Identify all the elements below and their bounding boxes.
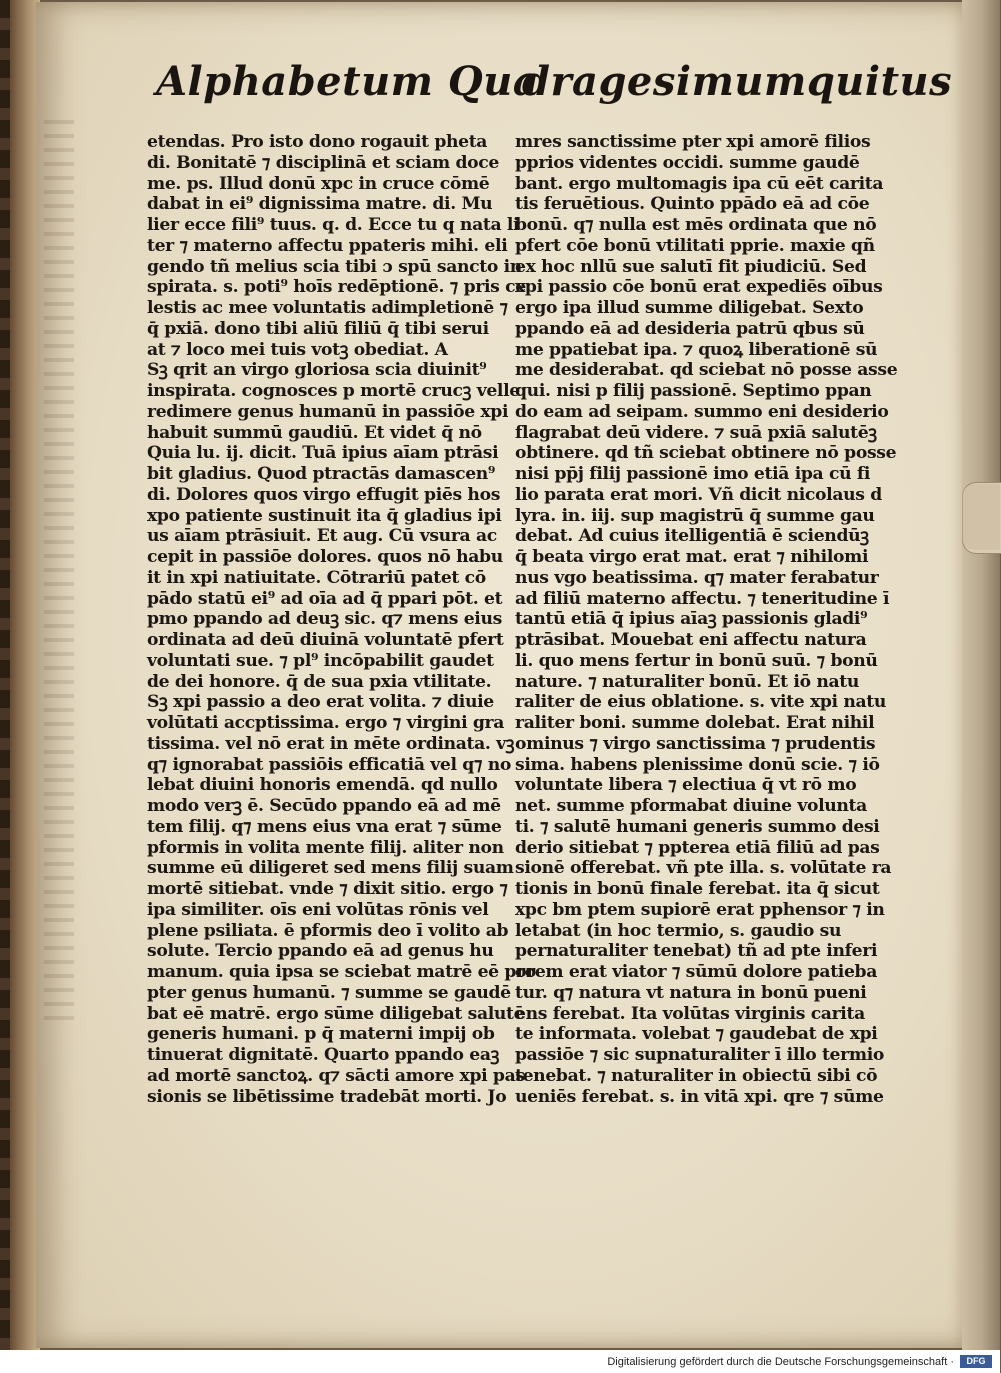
text-line: pformis in volita mente filij. aliter non bbox=[147, 837, 504, 858]
text-line: orem erat viator ⁊ sūmū dolore patieba bbox=[515, 962, 877, 982]
text-line: sionis se libētissime tradebāt morti. Jo bbox=[147, 1086, 507, 1107]
text-line: li. quo mens fertur in bonū suū. ⁊ bonū bbox=[515, 650, 878, 671]
page-fore-edge bbox=[962, 0, 1000, 1350]
text-line: tissima. vel nō erat in mēte ordinata. vꝫ bbox=[147, 733, 515, 754]
text-line: Sꝫ qrit an virgo gloriosa scia diuinit⁹ bbox=[147, 360, 487, 381]
text-line: voluntate libera ⁊ electiua q̄ vt rō mo bbox=[515, 775, 857, 796]
text-line: ergo ipa illud summe diligebat. Sexto bbox=[515, 298, 864, 318]
binding-edge bbox=[0, 0, 10, 1350]
text-line: sionē offerebat. vñ pte illa. s. volūtate ra bbox=[515, 858, 892, 879]
text-line: raliter de eius oblatione. s. vite xpi natu bbox=[515, 692, 887, 713]
text-line: derio sitiebat ⁊ ppterea etiā filiū ad pas bbox=[515, 837, 880, 858]
text-line: spirata. s. poti⁹ hoīs redēptionē. ⁊ pris ce bbox=[147, 277, 526, 298]
text-line: nus vgo beatissima. q⁊ mater ferabatur bbox=[515, 567, 879, 588]
text-line: ominus ⁊ virgo sanctissima ⁊ prudentis bbox=[515, 733, 876, 754]
text-line: it in xpi natiuitate. Cōtrariū patet cō bbox=[147, 567, 486, 588]
text-line: lio parata erat mori. Vñ dicit nicolaus d bbox=[515, 484, 882, 505]
text-line: ptrāsibat. Mouebat eni affectu natura bbox=[515, 630, 867, 650]
text-line: ppando eā ad desideria patrū qbus sū bbox=[515, 318, 865, 339]
text-line: q⁊ ignorabat passiōis efficatiā vel q⁊ no bbox=[147, 754, 512, 775]
text-line: lebat diuini honoris emendā. qd nullo bbox=[147, 775, 498, 796]
text-line: sima. habens plenissime donū scie. ⁊ iō bbox=[515, 754, 880, 775]
text-line: plene psiliata. ē pformis deo ī volito ab bbox=[147, 920, 509, 941]
text-line: ipa similiter. oīs eni volūtas rōnis vel bbox=[147, 899, 489, 920]
text-line: nature. ⁊ naturaliter bonū. Et iō natu bbox=[515, 671, 859, 692]
text-line: Sꝫ xpi passio a deo erat volita. ⁊ diuie bbox=[147, 692, 494, 713]
text-line: xpi passio cōe bonū erat expediēs oībus bbox=[515, 277, 883, 298]
text-line: pādo statū ei⁹ ad oīa ad q̄ ppari pōt. et bbox=[147, 588, 503, 609]
text-column-left bbox=[147, 132, 536, 1107]
text-line: bat eē matrē. ergo sūme diligebat salutē bbox=[147, 1003, 525, 1024]
text-line: di. Bonitatē ⁊ disciplinā et sciam doce bbox=[147, 152, 499, 173]
text-line: solute. Tercio ppando eā ad genus hu bbox=[147, 941, 494, 962]
text-line: pernaturaliter tenebat) tñ ad pte inferi bbox=[515, 941, 878, 962]
text-line: obtinere. qd tñ sciebat obtinere nō posse bbox=[515, 443, 897, 464]
text-line: habuit summū gaudiū. Et videt q̄ nō bbox=[147, 422, 482, 443]
text-line: tinuerat dignitatē. Quarto ppando eaꝫ bbox=[147, 1045, 500, 1065]
text-line: bit gladius. Quod ptractās damascen⁹ bbox=[147, 464, 496, 484]
text-line: nisi pp̄j filij passionē imo etiā ipa cū fi bbox=[515, 464, 871, 484]
footer-credit: Digitalisierung gefördert durch die Deutsche Forschungsgemeinschaft · bbox=[607, 1356, 954, 1368]
running-head-left: Alphabetum Qua bbox=[156, 58, 540, 105]
text-line: de dei honore. q̄ de sua pxia vtilitate. bbox=[147, 671, 492, 692]
text-line: generis humani. p q̄ materni impij ob bbox=[147, 1024, 495, 1045]
text-line: ueniēs ferebat. s. in vitā xpi. qre ⁊ sūme bbox=[515, 1086, 884, 1107]
text-line: ti. ⁊ salutē humani generis summo desi bbox=[515, 816, 880, 837]
text-line: q̄ beata virgo erat mat. erat ⁊ nihilomi bbox=[515, 547, 869, 567]
text-line: tem filij. q⁊ mens eius vna erat ⁊ sūme bbox=[147, 816, 502, 837]
text-line: tantū etiā q̄ ipius aīaꝫ passionis gladi⁹ bbox=[515, 609, 868, 630]
text-line: passiōe ⁊ sic supnaturaliter ī illo termio bbox=[515, 1045, 884, 1065]
text-line: gendo tñ melius scia tibi ɔ spū sancto in bbox=[147, 256, 522, 277]
text-line: summe eū diligeret sed mens filij suam bbox=[147, 858, 514, 879]
page-show-through bbox=[44, 120, 74, 1020]
text-line: dabat in ei⁹ dignissima matre. di. Mu bbox=[147, 194, 493, 215]
text-line: Quia lu. ij. dicit. Tuā ipius aīam ptrāsi bbox=[147, 443, 499, 464]
text-column-right bbox=[515, 132, 898, 1107]
text-line: debat. Ad cuius itelligentiā ē sciendūꝫ bbox=[515, 526, 869, 547]
text-line: raliter boni. summe dolebat. Erat nihil bbox=[515, 713, 875, 733]
text-line: pprios videntes occidi. summe gaudē bbox=[515, 152, 860, 173]
running-head-right: dragesimumquitus bbox=[522, 58, 953, 105]
text-line: pfert cōe bonū vtilitati pprie. maxie qñ bbox=[515, 235, 875, 256]
text-line: volūtati accptissima. ergo ⁊ virgini gra bbox=[147, 713, 505, 733]
text-line: mortē sitiebat. vnde ⁊ dixit sitio. ergo ⁊ bbox=[147, 879, 508, 899]
text-line: ad filiū materno affectu. ⁊ teneritudine ī bbox=[515, 588, 890, 609]
text-line: net. summe pformabat diuine volunta bbox=[515, 796, 867, 816]
text-line: manum. quia ipsa se sciebat matrē eē pro bbox=[147, 962, 536, 982]
text-line: us aīam ptrāsiuit. Et aug. Cū vsura ac bbox=[147, 526, 497, 547]
text-line: bant. ergo multomagis ipa cū eēt carita bbox=[515, 173, 884, 194]
text-line: tur. q⁊ natura vt natura in bonū pueni bbox=[515, 982, 867, 1003]
text-line: etendas. Pro isto dono rogauit pheta bbox=[147, 132, 488, 152]
text-line: ex hoc nllū sue salutī fit piudiciū. Sed bbox=[515, 256, 867, 277]
text-line: xpc bm ptem supiorē erat pphensor ⁊ in bbox=[515, 899, 885, 920]
page-clasp-shadow bbox=[962, 484, 1000, 550]
text-line: di. Dolores quos virgo effugit piēs hos bbox=[147, 484, 501, 505]
text-line: tenebat. ⁊ naturaliter in obiectū sibi cō bbox=[515, 1065, 878, 1086]
text-line: flagrabat deū videre. ⁊ suā pxiā salutēꝫ bbox=[515, 422, 877, 443]
text-line: letabat (in hoc termio, s. gaudio su bbox=[515, 920, 842, 941]
text-line: tionis in bonū finale ferebat. ita q̄ sicut bbox=[515, 879, 880, 899]
text-line: voluntati sue. ⁊ pl⁹ incōpabilit gaudet bbox=[147, 650, 494, 671]
text-line: ordinata ad deū diuinā voluntatē pfert bbox=[147, 630, 504, 650]
text-line: ad mortē sanctoꝝ. q⁊ sācti amore xpi pas bbox=[147, 1065, 525, 1086]
text-line: at ⁊ loco mei tuis votꝫ obediat. A bbox=[147, 339, 448, 360]
text-line: cepit in passiōe dolores. quos nō habu bbox=[147, 547, 503, 567]
text-line: ter ⁊ materno affectu ppateris mihi. eli bbox=[147, 235, 508, 256]
text-line: me ppatiebat ipa. ⁊ quoꝝ liberationē sū bbox=[515, 339, 878, 360]
text-line: modo verꝫ ē. Secūdo ppando eā ad mē bbox=[147, 796, 501, 816]
text-line: lestis ac mee voluntatis adimpletionē ⁊ bbox=[147, 298, 508, 318]
text-line: me desiderabat. qd sciebat nō posse asse bbox=[515, 360, 898, 381]
text-line: bonū. q⁊ nulla est mēs ordinata que nō bbox=[515, 215, 877, 235]
text-line: lier ecce fili⁹ tuus. q. d. Ecce tu q nata li bbox=[147, 215, 520, 235]
text-line: inspirata. cognosces p mortē crucꝫ velle bbox=[147, 381, 520, 401]
text-line: ens ferebat. Ita volūtas virginis carita bbox=[515, 1003, 865, 1024]
text-line: lyra. in. iij. sup magistrū q̄ summe gau bbox=[515, 505, 875, 526]
text-line: do eam ad seipam. summo eni desiderio bbox=[515, 401, 889, 422]
text-line: mres sanctissime pter xpi amorē filios bbox=[515, 132, 871, 152]
text-line: q̄ pxiā. dono tibi aliū filiū q̄ tibi serui bbox=[147, 318, 489, 339]
text-line: pter genus humanū. ⁊ summe se gaudē bbox=[147, 982, 511, 1003]
text-line: redimere genus humanū in passiōe xpi bbox=[147, 401, 509, 422]
text-line: me. ps. Illud donū xpc in cruce cōmē bbox=[147, 173, 490, 194]
text-line: xpo patiente sustinuit ita q̄ gladius ipi bbox=[147, 505, 502, 526]
dfg-logo: DFG bbox=[960, 1355, 992, 1368]
text-line: qui. nisi p filij passionē. Septimo ppan bbox=[515, 381, 872, 401]
text-line: tis feruētious. Quinto ppādo eā ad cōe bbox=[515, 194, 870, 215]
text-line: pmo ppando ad deuꝫ sic. q⁊ mens eius bbox=[147, 609, 502, 630]
text-line: te informata. volebat ⁊ gaudebat de xpi bbox=[515, 1024, 878, 1045]
